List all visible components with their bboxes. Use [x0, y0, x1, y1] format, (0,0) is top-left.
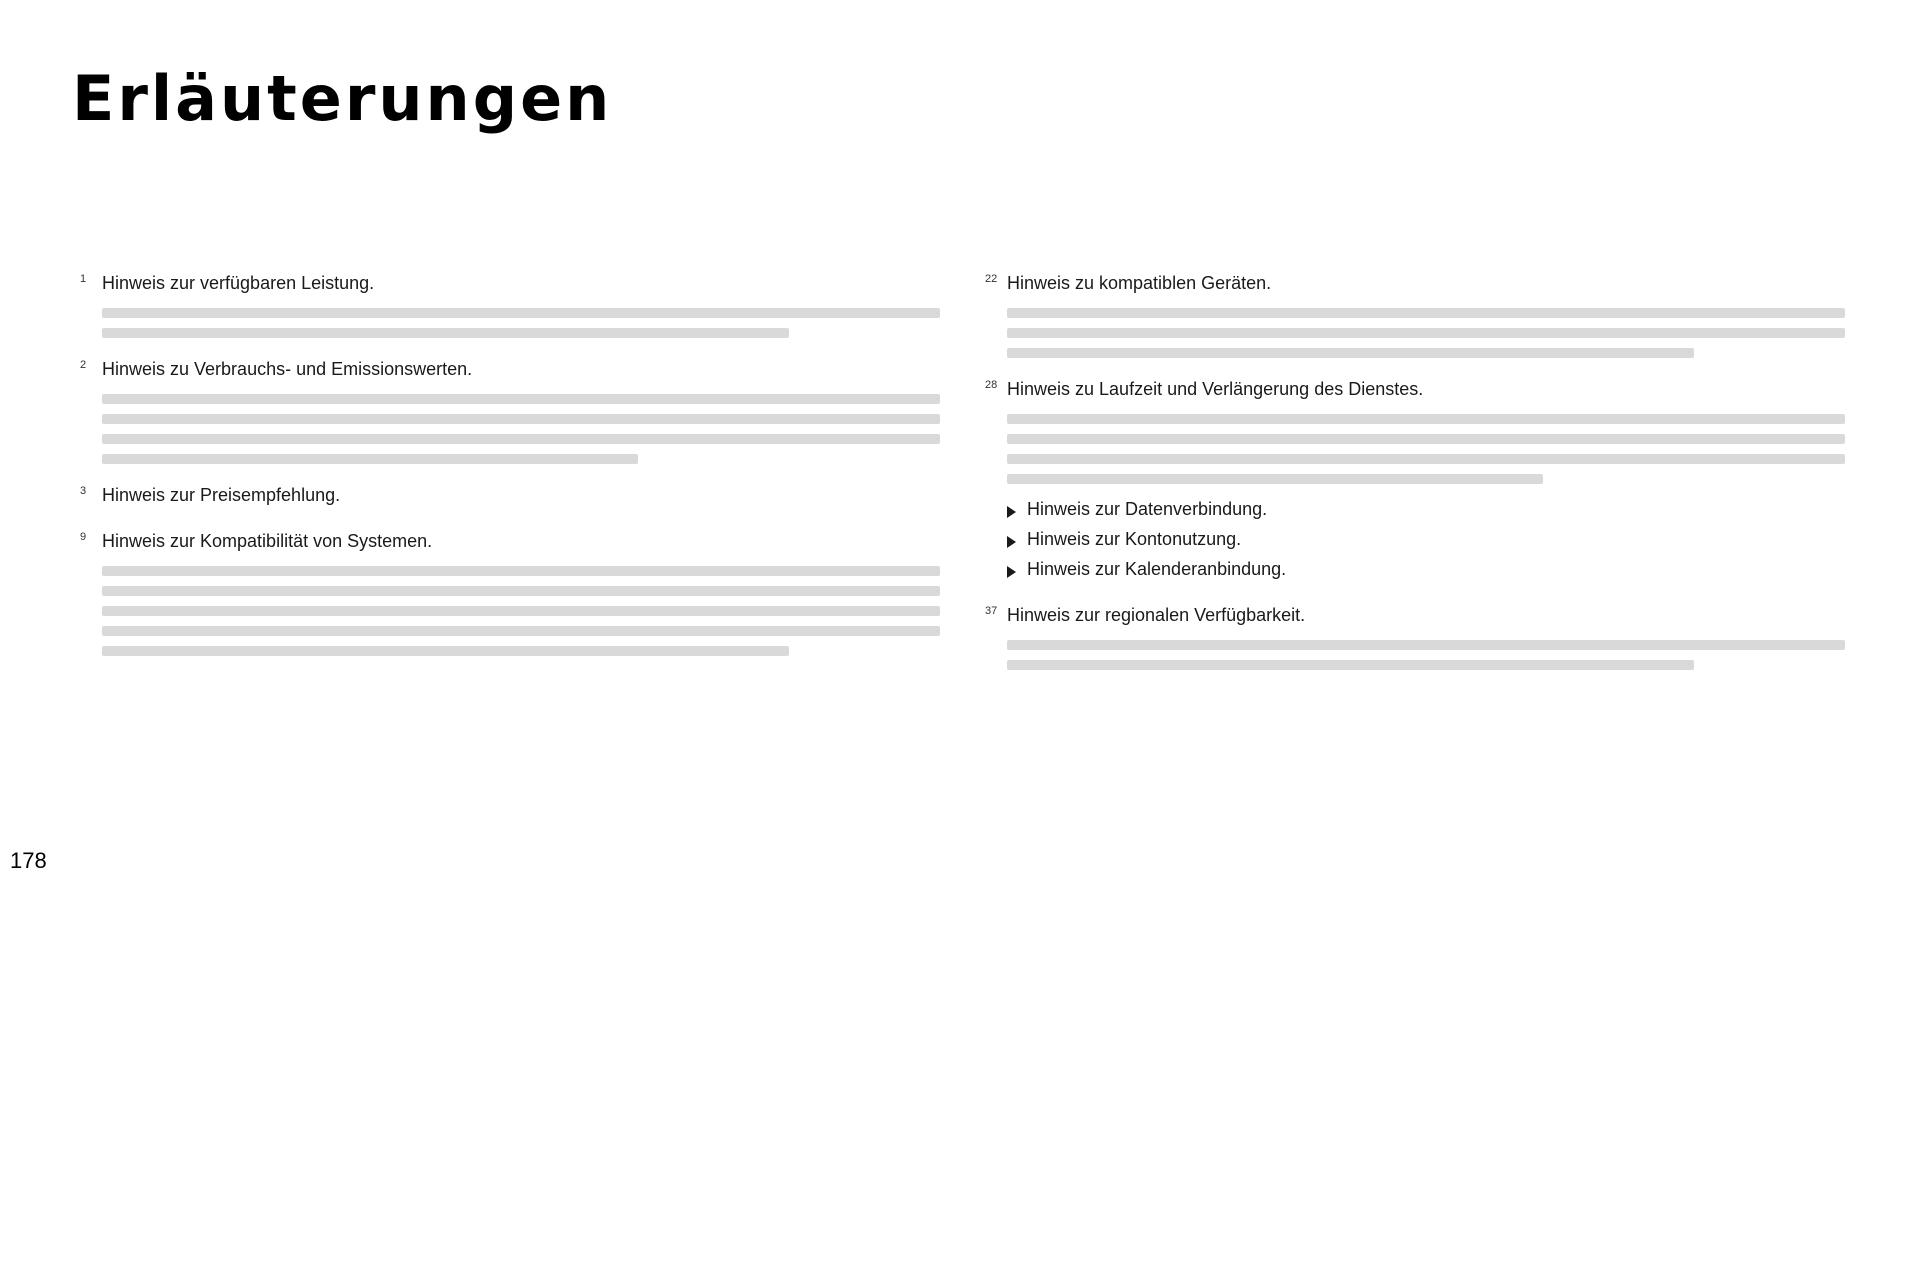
footnote-ref: 2: [80, 359, 87, 371]
footnotes-right-column: [985, 268, 1845, 686]
footnote: [985, 600, 1845, 670]
bullet-item: Hinweis zur Datenverbindung.: [1007, 494, 1845, 524]
triangle-bullet-icon: [1007, 506, 1016, 518]
text-outline: [102, 566, 940, 656]
footnote: [985, 374, 1845, 584]
footnote-text: Hinweis zur regionalen Verfügbarkeit.: [1007, 605, 1306, 625]
footnote-ref: 28: [985, 379, 998, 391]
footnote: [80, 526, 940, 656]
footnote-text: Hinweis zu kompatiblen Geräten.: [1007, 273, 1272, 293]
bullet-item: Hinweis zur Kalenderanbindung.: [1007, 554, 1845, 584]
footnote-ref: 3: [80, 485, 87, 497]
text-outline: [102, 308, 940, 338]
footnote-text: Hinweis zu Laufzeit und Verlängerung des Dienstes.: [1007, 379, 1424, 399]
footnote: [80, 480, 940, 510]
footnote-ref: 22: [985, 273, 998, 285]
footnote-ref: 9: [80, 531, 87, 543]
footnote-ref: 37: [985, 605, 998, 617]
page-title: Erläuterungen: [72, 62, 613, 135]
text-outline: [1007, 308, 1845, 358]
page-number: 178: [10, 848, 47, 873]
footnote-text: Hinweis zur Preisempfehlung.: [102, 485, 341, 505]
text-outline: [1007, 640, 1845, 670]
footnote-ref: 1: [80, 273, 87, 285]
text-outline: [102, 394, 940, 464]
footnote: [80, 268, 940, 338]
footnotes-left-column: [80, 268, 940, 672]
footnote: [985, 268, 1845, 358]
bullet-list: [1007, 494, 1845, 584]
footnote-text: Hinweis zur Kompatibilität von Systemen.: [102, 531, 433, 551]
text-outline: [1007, 414, 1845, 484]
triangle-bullet-icon: [1007, 566, 1016, 578]
footnote: [80, 354, 940, 464]
triangle-bullet-icon: [1007, 536, 1016, 548]
bullet-item: Hinweis zur Kontonutzung.: [1007, 524, 1845, 554]
footnote-text: Hinweis zu Verbrauchs- und Emissionswerten.: [102, 359, 473, 379]
footnote-text: Hinweis zur verfügbaren Leistung.: [102, 273, 375, 293]
